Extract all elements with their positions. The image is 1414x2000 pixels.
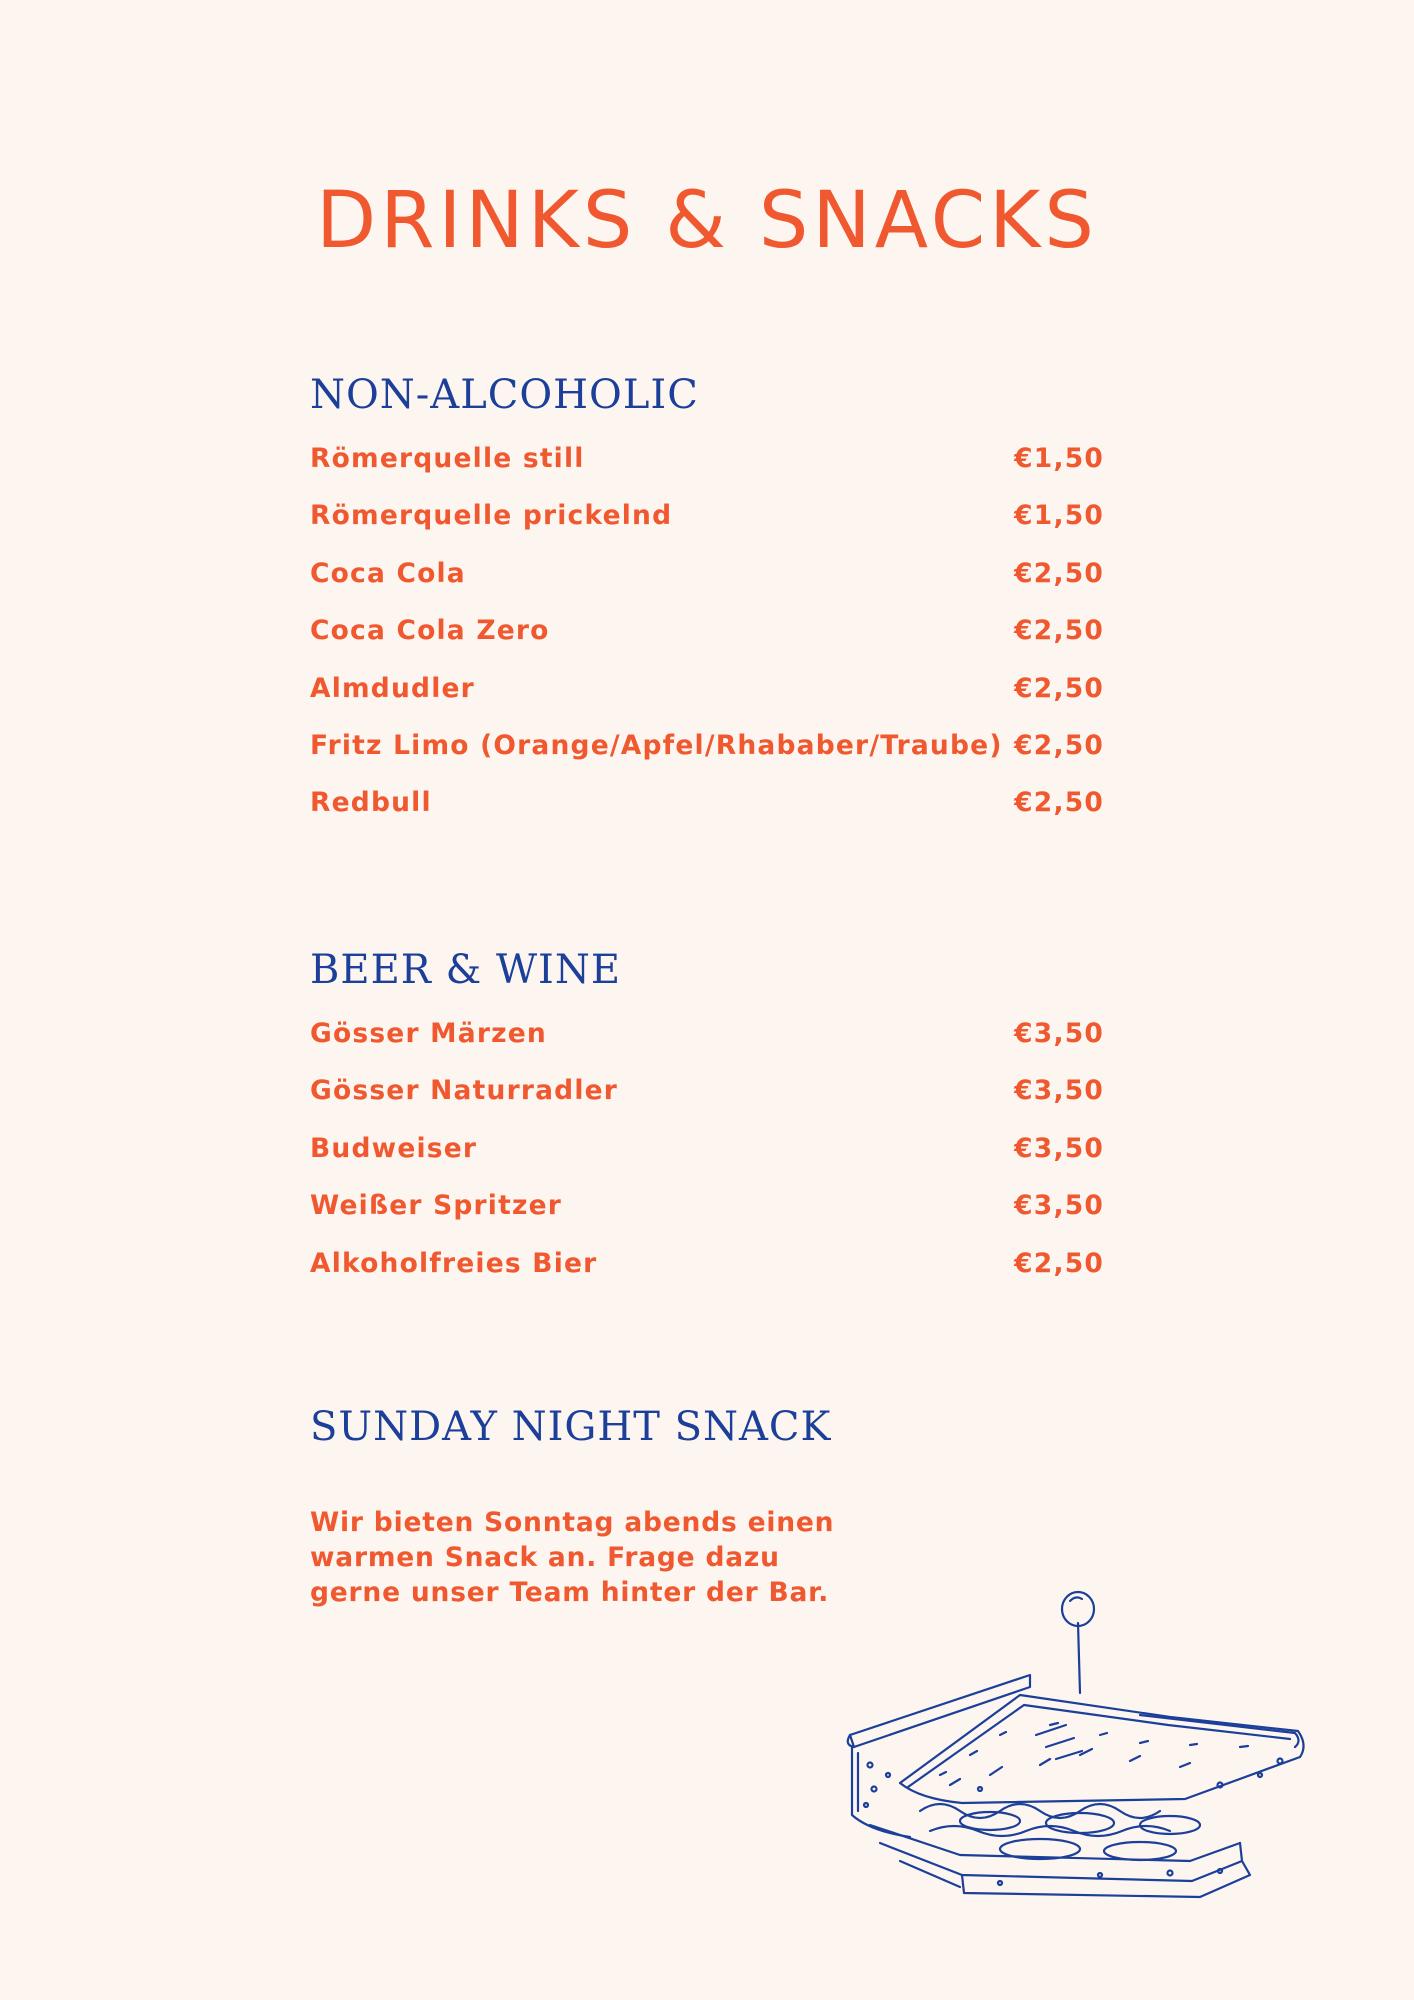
- item-price: €3,50: [1014, 1018, 1104, 1049]
- item-name: Weißer Spritzer: [310, 1190, 563, 1222]
- menu-item: [310, 557, 1104, 618]
- item-price: €3,50: [1014, 1075, 1104, 1107]
- item-price: €2,50: [1014, 615, 1104, 647]
- menu-item: [310, 729, 1104, 790]
- item-name: Gösser Naturradler: [310, 1075, 619, 1107]
- item-name: Coca Cola: [310, 557, 466, 589]
- sandwich-illustration-icon: [840, 1575, 1310, 1915]
- item-name: Coca Cola Zero: [310, 615, 550, 647]
- item-price: €2,50: [1014, 672, 1104, 704]
- item-name: Römerquelle still: [310, 443, 585, 474]
- item-price: €2,50: [1014, 729, 1104, 761]
- page-title: DRINKS & SNACKS: [316, 176, 1098, 266]
- item-name: Gösser Märzen: [310, 1018, 547, 1049]
- section-heading-beer-wine: BEER & WINE: [310, 947, 622, 993]
- item-price: €3,50: [1014, 1132, 1104, 1164]
- item-name: Budweiser: [310, 1132, 478, 1164]
- menu-item: [310, 443, 1104, 503]
- menu-item: [310, 672, 1104, 733]
- item-price: €2,50: [1014, 557, 1104, 589]
- item-price: €2,50: [1014, 1247, 1104, 1279]
- snack-description: Wir bieten Sonntag abends einen warmen Snack an. Frage dazu gerne unser Team hinter der Bar.: [310, 1507, 835, 1608]
- menu-item: [310, 1190, 1104, 1250]
- non-alcoholic-list: [310, 443, 1104, 848]
- item-name: Redbull: [310, 787, 432, 819]
- item-price: €2,50: [1014, 787, 1104, 819]
- menu-item: [310, 1018, 1104, 1078]
- beer-wine-list: [310, 1018, 1104, 1308]
- item-name: Römerquelle prickelnd: [310, 500, 673, 532]
- item-name: Alkoholfreies Bier: [310, 1247, 598, 1279]
- section-heading-non-alcoholic: NON-ALCOHOLIC: [310, 372, 699, 418]
- section-heading-sunday-night-snack: SUNDAY NIGHT SNACK: [310, 1404, 832, 1450]
- menu-item: [310, 615, 1104, 675]
- menu-item: [310, 1132, 1104, 1193]
- menu-item: [310, 1075, 1104, 1135]
- menu-item: [310, 500, 1104, 560]
- item-name: Almdudler: [310, 672, 475, 704]
- menu-item: [310, 787, 1104, 847]
- menu-item: [310, 1247, 1104, 1308]
- item-name: Fritz Limo (Orange/Apfel/Rhababer/Traube): [310, 729, 1003, 761]
- item-price: €1,50: [1014, 500, 1104, 532]
- item-price: €3,50: [1014, 1190, 1104, 1222]
- item-price: €1,50: [1014, 443, 1104, 474]
